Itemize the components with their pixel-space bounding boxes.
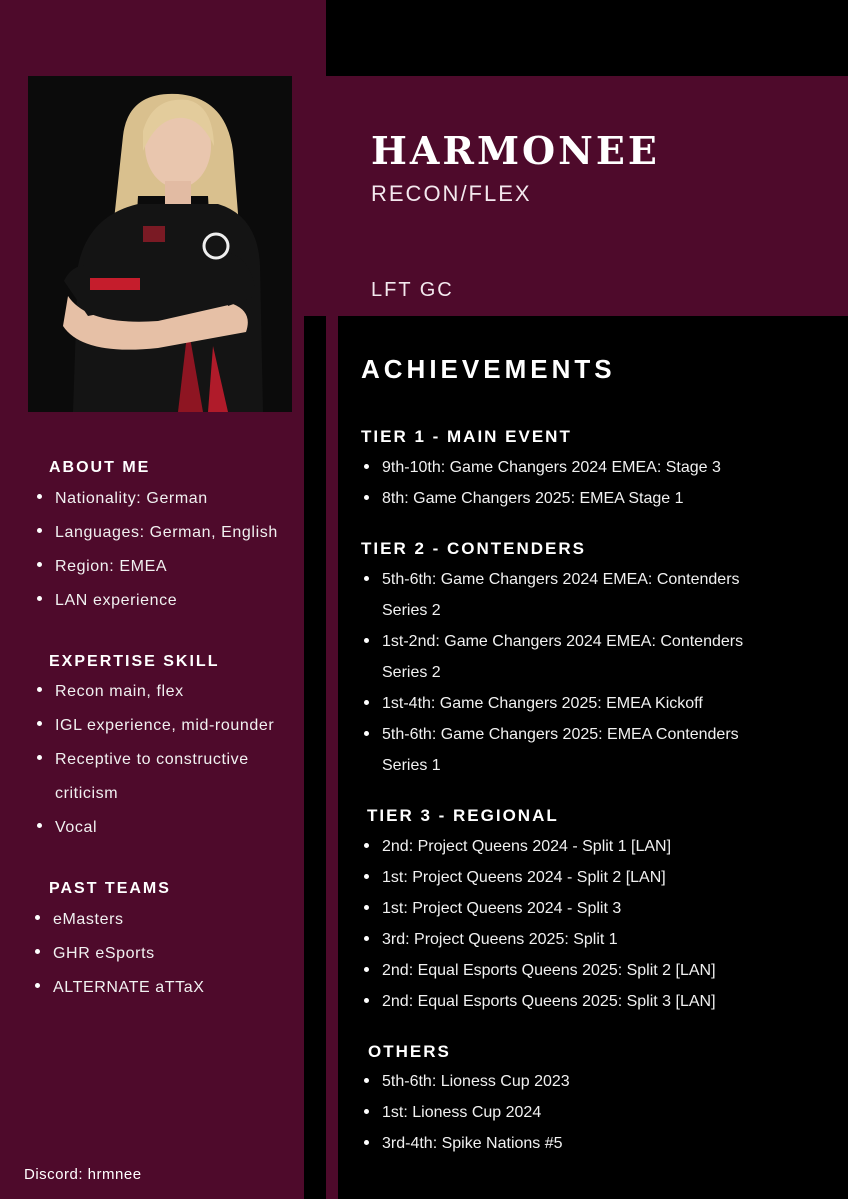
expertise-list xyxy=(35,675,274,845)
past-teams-title: PAST TEAMS xyxy=(49,880,171,897)
about-me-list xyxy=(35,482,278,618)
list-item: 1st: Lioness Cup 2024 xyxy=(362,1097,570,1128)
expertise-title: EXPERTISE SKILL xyxy=(49,653,220,670)
about-me-title: ABOUT ME xyxy=(49,459,151,476)
list-item: 2nd: Project Queens 2024 - Split 1 [LAN] xyxy=(362,831,716,862)
top-right-block xyxy=(338,0,848,76)
list-item: 3rd: Project Queens 2025: Split 1 xyxy=(362,924,716,955)
tier3-title: TIER 3 - REGIONAL xyxy=(367,806,559,825)
player-role: RECON/FLEX xyxy=(371,181,532,206)
list-item-continuation: Series 1 xyxy=(382,757,441,774)
achievements-divider xyxy=(326,316,338,1199)
player-photo xyxy=(28,76,292,412)
others-list xyxy=(362,1066,570,1159)
player-portrait-icon xyxy=(28,76,292,412)
list-item: 1st: Project Queens 2024 - Split 2 [LAN] xyxy=(362,862,716,893)
status-label: LFT GC xyxy=(371,279,454,301)
divider-strip-top xyxy=(304,0,326,76)
tier2-title: TIER 2 - CONTENDERS xyxy=(361,539,587,558)
list-item: 5th-6th: Game Changers 2024 EMEA: Contenders xyxy=(362,564,743,595)
list-item: 5th-6th: Game Changers 2025: EMEA Contenders xyxy=(362,719,743,750)
player-name: HARMONEE xyxy=(371,128,660,173)
list-item-continuation: criticism xyxy=(55,785,119,802)
list-item: eMasters xyxy=(33,903,205,937)
discord-handle: Discord: hrmnee xyxy=(24,1166,142,1183)
list-item: LAN experience xyxy=(35,584,278,618)
list-item: 2nd: Equal Esports Queens 2025: Split 2 [LAN] xyxy=(362,955,716,986)
list-item: Recon main, flex xyxy=(35,675,274,709)
list-item: Languages: German, English xyxy=(35,516,278,550)
list-item: Region: EMEA xyxy=(35,550,278,584)
list-item-continuation: Series 2 xyxy=(382,664,441,681)
others-title: OTHERS xyxy=(368,1042,451,1061)
past-teams-list xyxy=(33,903,205,1005)
list-item: 3rd-4th: Spike Nations #5 xyxy=(362,1128,570,1159)
list-item: GHR eSports xyxy=(33,937,205,971)
list-item: 8th: Game Changers 2025: EMEA Stage 1 xyxy=(362,483,721,514)
list-item: ALTERNATE aTTaX xyxy=(33,971,205,1005)
tier1-list xyxy=(362,452,721,514)
list-item: 1st-2nd: Game Changers 2024 EMEA: Contenders xyxy=(362,626,743,657)
list-item: 9th-10th: Game Changers 2024 EMEA: Stage 3 xyxy=(362,452,721,483)
tier3-list xyxy=(362,831,716,1017)
list-item: 1st-4th: Game Changers 2025: EMEA Kickoff xyxy=(362,688,743,719)
achievements-title: ACHIEVEMENTS xyxy=(361,354,616,384)
list-item: Receptive to constructive xyxy=(35,743,274,777)
list-item: Nationality: German xyxy=(35,482,278,516)
list-item: IGL experience, mid-rounder xyxy=(35,709,274,743)
list-item: Vocal xyxy=(35,811,274,845)
list-item: 5th-6th: Lioness Cup 2023 xyxy=(362,1066,570,1097)
tier1-title: TIER 1 - MAIN EVENT xyxy=(361,427,572,446)
list-item: 1st: Project Queens 2024 - Split 3 xyxy=(362,893,716,924)
tier2-list xyxy=(362,564,743,781)
list-item: 2nd: Equal Esports Queens 2025: Split 3 [LAN] xyxy=(362,986,716,1017)
list-item-continuation: Series 2 xyxy=(382,602,441,619)
